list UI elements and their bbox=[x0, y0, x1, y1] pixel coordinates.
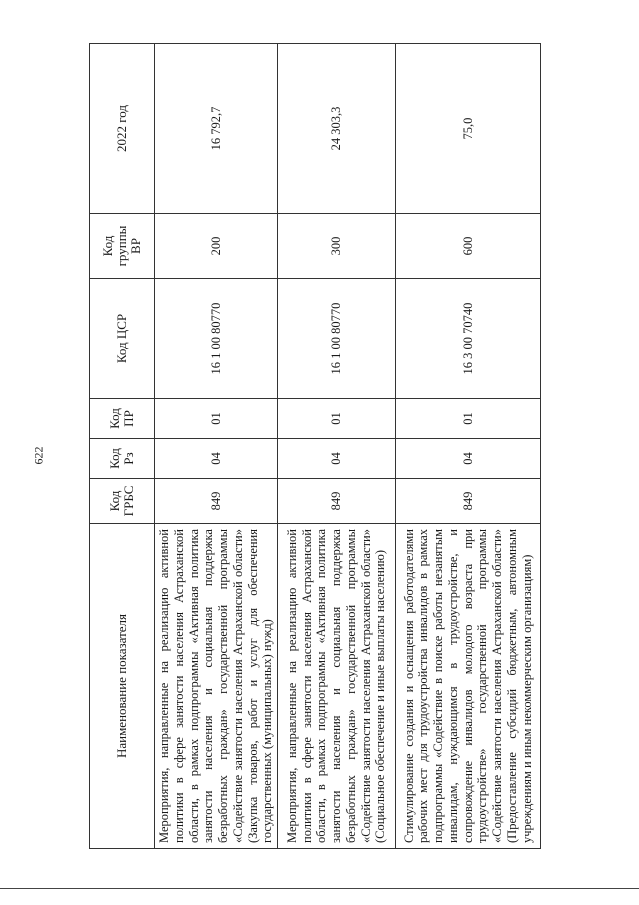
row-csr: 16 1 00 80770 bbox=[155, 279, 278, 399]
table-row bbox=[278, 44, 396, 849]
row-name: Мероприятия, направленные на реализацию активной политики в сфере занятости населения Астраханской области, в рамках подпрограммы «Активная политика занятости населения и социальная поддержка безработных граждан» государственной программы «Содействие занятости населения Астраханской области» (Социальное обеспечение и иные выплаты населению) bbox=[278, 524, 396, 849]
table-wrapper bbox=[89, 44, 534, 849]
row-name: Стимулирование создания и оснащения работодателями рабочих мест для трудоустройства инвалидов в рамках подпрограммы «Содействие в поиске работы незанятым инвалидам, нуждающимся в трудоустройстве, и сопровождение инвалидов молодого возраста при трудоустройстве» государственной программы «Содействие занятости населения Астраханской области» (Предоставление субсидий бюджетным, автономным учреждениям и иным некоммерческим организациям) bbox=[396, 524, 541, 849]
row-rz: 04 bbox=[278, 439, 396, 479]
header-pr: Код ПР bbox=[90, 399, 155, 439]
row-csr: 16 1 00 80770 bbox=[278, 279, 396, 399]
row-vr: 600 bbox=[396, 214, 541, 279]
bottom-rule bbox=[0, 888, 639, 889]
header-csr: Код ЦСР bbox=[90, 279, 155, 399]
budget-table bbox=[89, 43, 541, 849]
row-pr: 01 bbox=[396, 399, 541, 439]
row-rz: 04 bbox=[155, 439, 278, 479]
row-vr: 300 bbox=[278, 214, 396, 279]
row-rz: 04 bbox=[396, 439, 541, 479]
row-pr: 01 bbox=[278, 399, 396, 439]
row-grbs: 849 bbox=[278, 479, 396, 524]
rotated-page-content bbox=[89, 44, 639, 843]
header-rz: Код Рз bbox=[90, 439, 155, 479]
header-vr: Код группы ВР bbox=[90, 214, 155, 279]
header-grbs: Код ГРБС bbox=[90, 479, 155, 524]
row-csr: 16 3 00 70740 bbox=[396, 279, 541, 399]
table-row bbox=[155, 44, 278, 849]
row-grbs: 849 bbox=[155, 479, 278, 524]
row-pr: 01 bbox=[155, 399, 278, 439]
header-name: Наименование показателя bbox=[90, 524, 155, 849]
table-header-row bbox=[90, 44, 155, 849]
row-value: 75,0 bbox=[396, 44, 541, 214]
table-row bbox=[396, 44, 541, 849]
row-name: Мероприятия, направленные на реализацию активной политики в сфере занятости населения Астраханской области, в рамках подпрограммы «Активная политика занятости населения и социальная поддержка безработных граждан» государственной программы «Содействие занятости населения Астраханской области» (Закупка товаров, работ и услуг для обеспечения государственных (муниципальных) нужд) bbox=[155, 524, 278, 849]
row-value: 24 303,3 bbox=[278, 44, 396, 214]
header-year: 2022 год bbox=[90, 44, 155, 214]
page-number: 622 bbox=[31, 446, 46, 465]
row-vr: 200 bbox=[155, 214, 278, 279]
row-value: 16 792,7 bbox=[155, 44, 278, 214]
row-grbs: 849 bbox=[396, 479, 541, 524]
